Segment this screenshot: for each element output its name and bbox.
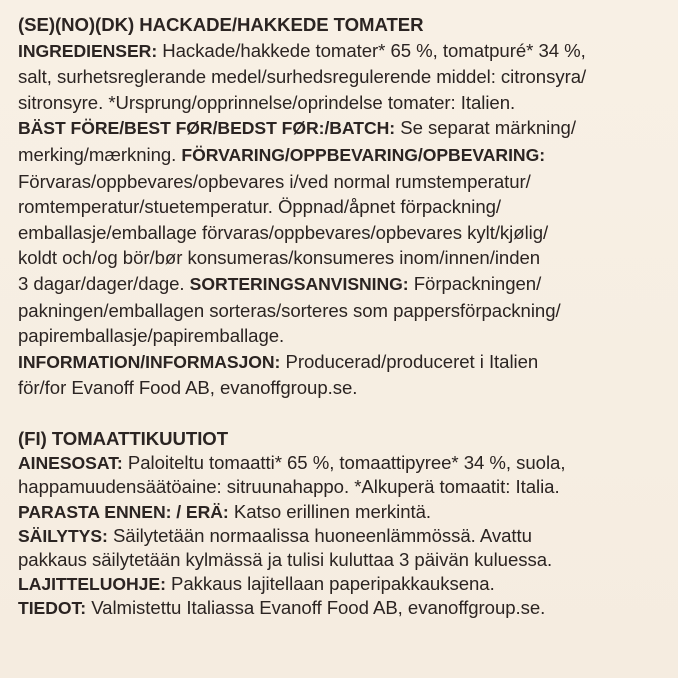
fi-information-label: TIEDOT:	[18, 598, 87, 619]
fi-sorting-line	[18, 572, 668, 596]
storage-label: FÖRVARING/OPPBEVARING/OPBEVARING:	[181, 144, 546, 165]
finnish-heading: (FI) TOMAATTIKUUTIOT	[18, 427, 229, 449]
best-before-text: Se separat märkning/	[395, 117, 576, 139]
fi-best-before-text: Katso erillinen merkintä.	[228, 500, 432, 522]
scandinavian-section	[18, 12, 668, 401]
best-before-storage-line	[18, 142, 668, 169]
sorting-text: Förpackningen/	[408, 272, 542, 294]
sorting-label: SORTERINGSANVISNING:	[189, 273, 409, 294]
fi-best-before-line	[18, 500, 668, 524]
fi-ingredients-label: AINESOSAT:	[18, 453, 123, 474]
best-before-label: BÄST FÖRE/BEST FØR/BEDST FØR:/BATCH:	[18, 118, 396, 139]
sorting-text-line: pakningen/emballagen sorteras/sorteres som pappersförpackning/	[18, 299, 561, 321]
fi-information-line	[18, 596, 668, 620]
fi-sorting-text: Pakkaus lajitellaan paperipakkauksena.	[165, 573, 495, 595]
fi-storage-label: SÄILYTYS:	[18, 525, 108, 546]
storage-sorting-line	[18, 271, 668, 298]
fi-storage-text-line: pakkaus säilytetään kylmässä ja tulisi kuluttaa 3 päivän kuluessa.	[18, 548, 553, 570]
storage-text-line: emballasje/emballage förvaras/oppbevares/opbevares kylt/kjølig/	[18, 221, 549, 243]
ingredients-text-line: salt, surhetsreglerande medel/surhedsregulerende middel: citronsyra/	[18, 66, 587, 88]
fi-ingredients-line	[18, 451, 668, 475]
fi-storage-text: Säilytetään normaalissa huoneenlämmössä. Avattu	[107, 524, 532, 546]
fi-best-before-label: PARASTA ENNEN: / ERÄ:	[18, 501, 229, 522]
storage-text: 3 dagar/dager/dage.	[18, 272, 190, 294]
sorting-text-line: papiremballasje/papiremballage.	[18, 325, 285, 347]
fi-information-text: Valmistettu Italiassa Evanoff Food AB, evanoffgroup.se.	[86, 597, 546, 619]
ingredients-text-line: sitronsyre. *Ursprung/opprinnelse/oprindelse tomater: Italien.	[18, 91, 516, 113]
information-text-line: för/for Evanoff Food AB, evanoffgroup.se.	[18, 377, 358, 399]
best-before-text: merking/mærkning.	[18, 143, 182, 165]
finnish-section	[18, 427, 668, 621]
fi-ingredients-text-line: happamuudensäätöaine: sitruunahappo. *Alkuperä tomaatit: Italia.	[18, 476, 560, 498]
information-text: Producerad/produceret i Italien	[280, 350, 539, 372]
fi-storage-line	[18, 524, 668, 548]
fi-ingredients-text: Paloiteltu tomaatti* 65 %, tomaattipyree* 34 %, suola,	[122, 452, 566, 474]
ingredients-line	[18, 38, 668, 65]
best-before-line	[18, 115, 668, 142]
information-line	[18, 349, 668, 376]
storage-text-line: Förvaras/oppbevares/opbevares i/ved normal rumstemperatur/	[18, 170, 531, 192]
scandinavian-heading: (SE)(NO)(DK) HACKADE/HAKKEDE TOMATER	[18, 14, 424, 35]
storage-text-line: romtemperatur/stuetemperatur. Öppnad/åpnet förpackning/	[18, 196, 502, 218]
ingredients-text: Hackade/hakkede tomater* 65 %, tomatpuré* 34 %,	[157, 39, 586, 61]
fi-sorting-label: LAJITTELUOHJE:	[18, 574, 166, 595]
information-label: INFORMATION/INFORMASJON:	[18, 351, 281, 372]
ingredients-label: INGREDIENSER:	[18, 40, 158, 61]
storage-text-line: koldt och/og bör/bør konsumeras/konsumeres inom/innen/inden	[18, 247, 541, 269]
